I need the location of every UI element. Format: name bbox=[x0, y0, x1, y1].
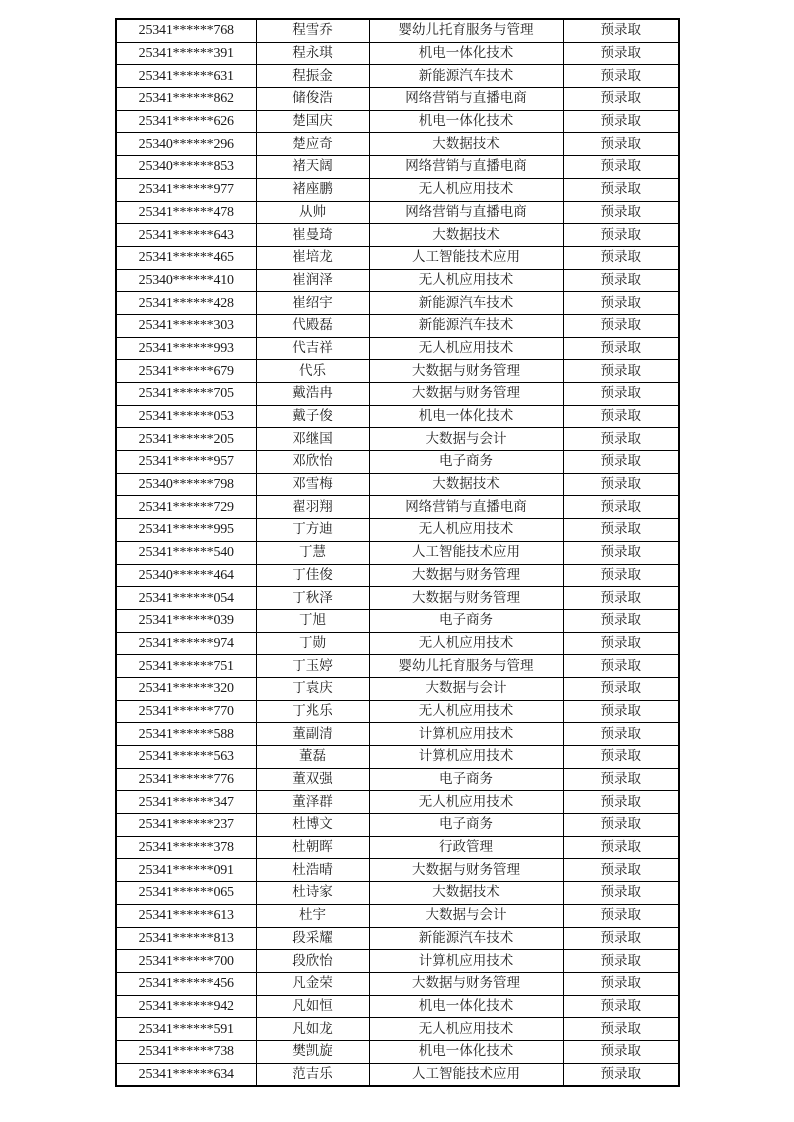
major-cell: 网络营销与直播电商 bbox=[369, 201, 563, 224]
student-name-cell: 杜诗家 bbox=[256, 882, 369, 905]
admission-status-cell: 预录取 bbox=[563, 541, 679, 564]
table-row bbox=[116, 632, 679, 655]
major-cell: 计算机应用技术 bbox=[369, 723, 563, 746]
major-cell: 新能源汽车技术 bbox=[369, 65, 563, 88]
admission-status-cell: 预录取 bbox=[563, 587, 679, 610]
table-row bbox=[116, 269, 679, 292]
admission-status-cell: 预录取 bbox=[563, 428, 679, 451]
candidate-id-cell: 25341******751 bbox=[116, 655, 256, 678]
admission-status-cell: 预录取 bbox=[563, 791, 679, 814]
admission-status-cell: 预录取 bbox=[563, 768, 679, 791]
student-name-cell: 樊凯旋 bbox=[256, 1040, 369, 1063]
table-row bbox=[116, 859, 679, 882]
candidate-id-cell: 25341******478 bbox=[116, 201, 256, 224]
candidate-id-cell: 25341******428 bbox=[116, 292, 256, 315]
candidate-id-cell: 25341******813 bbox=[116, 927, 256, 950]
candidate-id-cell: 25341******626 bbox=[116, 110, 256, 133]
admission-status-cell: 预录取 bbox=[563, 156, 679, 179]
major-cell: 计算机应用技术 bbox=[369, 950, 563, 973]
candidate-id-cell: 25341******456 bbox=[116, 972, 256, 995]
student-name-cell: 丁慧 bbox=[256, 541, 369, 564]
candidate-id-cell: 25341******700 bbox=[116, 950, 256, 973]
admission-status-cell: 预录取 bbox=[563, 65, 679, 88]
major-cell: 网络营销与直播电商 bbox=[369, 496, 563, 519]
candidate-id-cell: 25341******862 bbox=[116, 88, 256, 111]
student-name-cell: 丁袁庆 bbox=[256, 677, 369, 700]
admission-status-cell: 预录取 bbox=[563, 269, 679, 292]
admission-status-cell: 预录取 bbox=[563, 178, 679, 201]
admission-table bbox=[115, 18, 680, 1087]
student-name-cell: 董副清 bbox=[256, 723, 369, 746]
admission-status-cell: 预录取 bbox=[563, 632, 679, 655]
student-name-cell: 邓继国 bbox=[256, 428, 369, 451]
candidate-id-cell: 25341******957 bbox=[116, 451, 256, 474]
candidate-id-cell: 25341******977 bbox=[116, 178, 256, 201]
candidate-id-cell: 25341******091 bbox=[116, 859, 256, 882]
major-cell: 新能源汽车技术 bbox=[369, 314, 563, 337]
major-cell: 人工智能技术应用 bbox=[369, 246, 563, 269]
admission-status-cell: 预录取 bbox=[563, 519, 679, 542]
major-cell: 大数据与财务管理 bbox=[369, 859, 563, 882]
candidate-id-cell: 25341******705 bbox=[116, 383, 256, 406]
admission-status-cell: 预录取 bbox=[563, 246, 679, 269]
student-name-cell: 丁旭 bbox=[256, 609, 369, 632]
table-row bbox=[116, 700, 679, 723]
student-name-cell: 代吉祥 bbox=[256, 337, 369, 360]
candidate-id-cell: 25341******378 bbox=[116, 836, 256, 859]
major-cell: 机电一体化技术 bbox=[369, 1040, 563, 1063]
admission-status-cell: 预录取 bbox=[563, 405, 679, 428]
major-cell: 人工智能技术应用 bbox=[369, 541, 563, 564]
table-row bbox=[116, 587, 679, 610]
major-cell: 新能源汽车技术 bbox=[369, 927, 563, 950]
admission-status-cell: 预录取 bbox=[563, 859, 679, 882]
table-row bbox=[116, 201, 679, 224]
table-row bbox=[116, 496, 679, 519]
admission-status-cell: 预录取 bbox=[563, 609, 679, 632]
table-row bbox=[116, 655, 679, 678]
candidate-id-cell: 25340******853 bbox=[116, 156, 256, 179]
student-name-cell: 楚应奇 bbox=[256, 133, 369, 156]
table-row bbox=[116, 405, 679, 428]
admission-status-cell: 预录取 bbox=[563, 451, 679, 474]
candidate-id-cell: 25341******237 bbox=[116, 814, 256, 837]
admission-status-cell: 预录取 bbox=[563, 700, 679, 723]
major-cell: 网络营销与直播电商 bbox=[369, 156, 563, 179]
candidate-id-cell: 25341******679 bbox=[116, 360, 256, 383]
admission-status-cell: 预录取 bbox=[563, 496, 679, 519]
student-name-cell: 丁秋泽 bbox=[256, 587, 369, 610]
table-row bbox=[116, 360, 679, 383]
student-name-cell: 楚国庆 bbox=[256, 110, 369, 133]
student-name-cell: 储俊浩 bbox=[256, 88, 369, 111]
candidate-id-cell: 25341******303 bbox=[116, 314, 256, 337]
student-name-cell: 杜浩晴 bbox=[256, 859, 369, 882]
major-cell: 网络营销与直播电商 bbox=[369, 88, 563, 111]
major-cell: 计算机应用技术 bbox=[369, 746, 563, 769]
student-name-cell: 代乐 bbox=[256, 360, 369, 383]
major-cell: 大数据与会计 bbox=[369, 677, 563, 700]
major-cell: 大数据技术 bbox=[369, 133, 563, 156]
major-cell: 大数据与会计 bbox=[369, 428, 563, 451]
student-name-cell: 段欣怡 bbox=[256, 950, 369, 973]
student-name-cell: 范吉乐 bbox=[256, 1063, 369, 1086]
major-cell: 大数据与财务管理 bbox=[369, 383, 563, 406]
table-row bbox=[116, 383, 679, 406]
student-name-cell: 丁勋 bbox=[256, 632, 369, 655]
major-cell: 无人机应用技术 bbox=[369, 632, 563, 655]
table-row bbox=[116, 1018, 679, 1041]
candidate-id-cell: 25341******205 bbox=[116, 428, 256, 451]
table-row bbox=[116, 156, 679, 179]
student-name-cell: 丁佳俊 bbox=[256, 564, 369, 587]
table-row bbox=[116, 314, 679, 337]
major-cell: 大数据技术 bbox=[369, 224, 563, 247]
admission-status-cell: 预录取 bbox=[563, 723, 679, 746]
admission-status-cell: 预录取 bbox=[563, 927, 679, 950]
admission-status-cell: 预录取 bbox=[563, 42, 679, 65]
admission-status-cell: 预录取 bbox=[563, 133, 679, 156]
table-row bbox=[116, 451, 679, 474]
table-row bbox=[116, 428, 679, 451]
admission-status-cell: 预录取 bbox=[563, 882, 679, 905]
candidate-id-cell: 25341******039 bbox=[116, 609, 256, 632]
student-name-cell: 戴浩冉 bbox=[256, 383, 369, 406]
major-cell: 人工智能技术应用 bbox=[369, 1063, 563, 1086]
admission-status-cell: 预录取 bbox=[563, 19, 679, 42]
admission-status-cell: 预录取 bbox=[563, 88, 679, 111]
admission-status-cell: 预录取 bbox=[563, 337, 679, 360]
admission-status-cell: 预录取 bbox=[563, 746, 679, 769]
candidate-id-cell: 25341******591 bbox=[116, 1018, 256, 1041]
major-cell: 电子商务 bbox=[369, 768, 563, 791]
student-name-cell: 戴子俊 bbox=[256, 405, 369, 428]
table-row bbox=[116, 927, 679, 950]
table-row bbox=[116, 972, 679, 995]
admission-status-cell: 预录取 bbox=[563, 814, 679, 837]
candidate-id-cell: 25340******410 bbox=[116, 269, 256, 292]
candidate-id-cell: 25341******465 bbox=[116, 246, 256, 269]
admission-status-cell: 预录取 bbox=[563, 836, 679, 859]
table-row bbox=[116, 541, 679, 564]
table-row bbox=[116, 519, 679, 542]
candidate-id-cell: 25341******776 bbox=[116, 768, 256, 791]
table-row bbox=[116, 677, 679, 700]
table-row bbox=[116, 904, 679, 927]
admission-status-cell: 预录取 bbox=[563, 904, 679, 927]
student-name-cell: 董双强 bbox=[256, 768, 369, 791]
table-row bbox=[116, 224, 679, 247]
admission-status-cell: 预录取 bbox=[563, 972, 679, 995]
student-name-cell: 凡如恒 bbox=[256, 995, 369, 1018]
major-cell: 行政管理 bbox=[369, 836, 563, 859]
table-row bbox=[116, 564, 679, 587]
student-name-cell: 崔培龙 bbox=[256, 246, 369, 269]
candidate-id-cell: 25341******770 bbox=[116, 700, 256, 723]
candidate-id-cell: 25341******613 bbox=[116, 904, 256, 927]
admission-status-cell: 预录取 bbox=[563, 1063, 679, 1086]
student-name-cell: 董磊 bbox=[256, 746, 369, 769]
major-cell: 大数据与财务管理 bbox=[369, 360, 563, 383]
candidate-id-cell: 25341******634 bbox=[116, 1063, 256, 1086]
admission-status-cell: 预录取 bbox=[563, 677, 679, 700]
student-name-cell: 从帅 bbox=[256, 201, 369, 224]
candidate-id-cell: 25341******993 bbox=[116, 337, 256, 360]
table-row bbox=[116, 1040, 679, 1063]
admission-status-cell: 预录取 bbox=[563, 995, 679, 1018]
major-cell: 新能源汽车技术 bbox=[369, 292, 563, 315]
table-row bbox=[116, 133, 679, 156]
admission-list-sheet bbox=[115, 18, 678, 1087]
student-name-cell: 代殿磊 bbox=[256, 314, 369, 337]
major-cell: 无人机应用技术 bbox=[369, 791, 563, 814]
student-name-cell: 凡如龙 bbox=[256, 1018, 369, 1041]
candidate-id-cell: 25341******631 bbox=[116, 65, 256, 88]
major-cell: 大数据与财务管理 bbox=[369, 587, 563, 610]
table-row bbox=[116, 246, 679, 269]
table-row bbox=[116, 609, 679, 632]
candidate-id-cell: 25341******729 bbox=[116, 496, 256, 519]
table-row bbox=[116, 950, 679, 973]
candidate-id-cell: 25341******738 bbox=[116, 1040, 256, 1063]
student-name-cell: 凡金荣 bbox=[256, 972, 369, 995]
admission-status-cell: 预录取 bbox=[563, 473, 679, 496]
major-cell: 大数据与财务管理 bbox=[369, 564, 563, 587]
table-row bbox=[116, 110, 679, 133]
table-row bbox=[116, 19, 679, 42]
candidate-id-cell: 25341******588 bbox=[116, 723, 256, 746]
major-cell: 电子商务 bbox=[369, 814, 563, 837]
student-name-cell: 崔绍宇 bbox=[256, 292, 369, 315]
table-row bbox=[116, 791, 679, 814]
candidate-id-cell: 25341******320 bbox=[116, 677, 256, 700]
student-name-cell: 丁方迪 bbox=[256, 519, 369, 542]
table-row bbox=[116, 995, 679, 1018]
table-row bbox=[116, 1063, 679, 1086]
student-name-cell: 程雪乔 bbox=[256, 19, 369, 42]
admission-status-cell: 预录取 bbox=[563, 201, 679, 224]
admission-status-cell: 预录取 bbox=[563, 564, 679, 587]
candidate-id-cell: 25340******464 bbox=[116, 564, 256, 587]
student-name-cell: 邓欣怡 bbox=[256, 451, 369, 474]
table-row bbox=[116, 292, 679, 315]
major-cell: 机电一体化技术 bbox=[369, 405, 563, 428]
table-row bbox=[116, 882, 679, 905]
major-cell: 婴幼儿托育服务与管理 bbox=[369, 19, 563, 42]
admission-status-cell: 预录取 bbox=[563, 314, 679, 337]
table-row bbox=[116, 768, 679, 791]
student-name-cell: 邓雪梅 bbox=[256, 473, 369, 496]
admission-status-cell: 预录取 bbox=[563, 950, 679, 973]
candidate-id-cell: 25341******643 bbox=[116, 224, 256, 247]
major-cell: 大数据技术 bbox=[369, 473, 563, 496]
candidate-id-cell: 25341******942 bbox=[116, 995, 256, 1018]
student-name-cell: 崔曼琦 bbox=[256, 224, 369, 247]
major-cell: 大数据与会计 bbox=[369, 904, 563, 927]
candidate-id-cell: 25341******974 bbox=[116, 632, 256, 655]
candidate-id-cell: 25341******768 bbox=[116, 19, 256, 42]
major-cell: 无人机应用技术 bbox=[369, 269, 563, 292]
admission-status-cell: 预录取 bbox=[563, 292, 679, 315]
candidate-id-cell: 25341******054 bbox=[116, 587, 256, 610]
major-cell: 机电一体化技术 bbox=[369, 42, 563, 65]
table-row bbox=[116, 473, 679, 496]
student-name-cell: 杜博文 bbox=[256, 814, 369, 837]
student-name-cell: 褚座鹏 bbox=[256, 178, 369, 201]
major-cell: 无人机应用技术 bbox=[369, 519, 563, 542]
student-name-cell: 崔润泽 bbox=[256, 269, 369, 292]
major-cell: 大数据与财务管理 bbox=[369, 972, 563, 995]
candidate-id-cell: 25341******065 bbox=[116, 882, 256, 905]
admission-status-cell: 预录取 bbox=[563, 383, 679, 406]
table-row bbox=[116, 65, 679, 88]
major-cell: 无人机应用技术 bbox=[369, 178, 563, 201]
admission-status-cell: 预录取 bbox=[563, 360, 679, 383]
candidate-id-cell: 25341******563 bbox=[116, 746, 256, 769]
admission-status-cell: 预录取 bbox=[563, 224, 679, 247]
student-name-cell: 程永琪 bbox=[256, 42, 369, 65]
table-row bbox=[116, 337, 679, 360]
table-row bbox=[116, 88, 679, 111]
candidate-id-cell: 25341******995 bbox=[116, 519, 256, 542]
admission-status-cell: 预录取 bbox=[563, 110, 679, 133]
table-row bbox=[116, 42, 679, 65]
student-name-cell: 杜朝晖 bbox=[256, 836, 369, 859]
candidate-id-cell: 25340******798 bbox=[116, 473, 256, 496]
table-row bbox=[116, 723, 679, 746]
student-name-cell: 董泽群 bbox=[256, 791, 369, 814]
major-cell: 电子商务 bbox=[369, 609, 563, 632]
student-name-cell: 翟羽翔 bbox=[256, 496, 369, 519]
candidate-id-cell: 25340******296 bbox=[116, 133, 256, 156]
student-name-cell: 段采耀 bbox=[256, 927, 369, 950]
candidate-id-cell: 25341******053 bbox=[116, 405, 256, 428]
student-name-cell: 丁玉婷 bbox=[256, 655, 369, 678]
table-row bbox=[116, 836, 679, 859]
major-cell: 无人机应用技术 bbox=[369, 337, 563, 360]
student-name-cell: 丁兆乐 bbox=[256, 700, 369, 723]
student-name-cell: 程振金 bbox=[256, 65, 369, 88]
admission-status-cell: 预录取 bbox=[563, 655, 679, 678]
major-cell: 机电一体化技术 bbox=[369, 995, 563, 1018]
table-row bbox=[116, 746, 679, 769]
major-cell: 婴幼儿托育服务与管理 bbox=[369, 655, 563, 678]
candidate-id-cell: 25341******391 bbox=[116, 42, 256, 65]
candidate-id-cell: 25341******540 bbox=[116, 541, 256, 564]
major-cell: 无人机应用技术 bbox=[369, 1018, 563, 1041]
admission-status-cell: 预录取 bbox=[563, 1040, 679, 1063]
admission-table-body bbox=[116, 19, 679, 1086]
admission-status-cell: 预录取 bbox=[563, 1018, 679, 1041]
student-name-cell: 褚天阔 bbox=[256, 156, 369, 179]
major-cell: 电子商务 bbox=[369, 451, 563, 474]
major-cell: 无人机应用技术 bbox=[369, 700, 563, 723]
student-name-cell: 杜宇 bbox=[256, 904, 369, 927]
candidate-id-cell: 25341******347 bbox=[116, 791, 256, 814]
table-row bbox=[116, 814, 679, 837]
major-cell: 大数据技术 bbox=[369, 882, 563, 905]
table-row bbox=[116, 178, 679, 201]
major-cell: 机电一体化技术 bbox=[369, 110, 563, 133]
